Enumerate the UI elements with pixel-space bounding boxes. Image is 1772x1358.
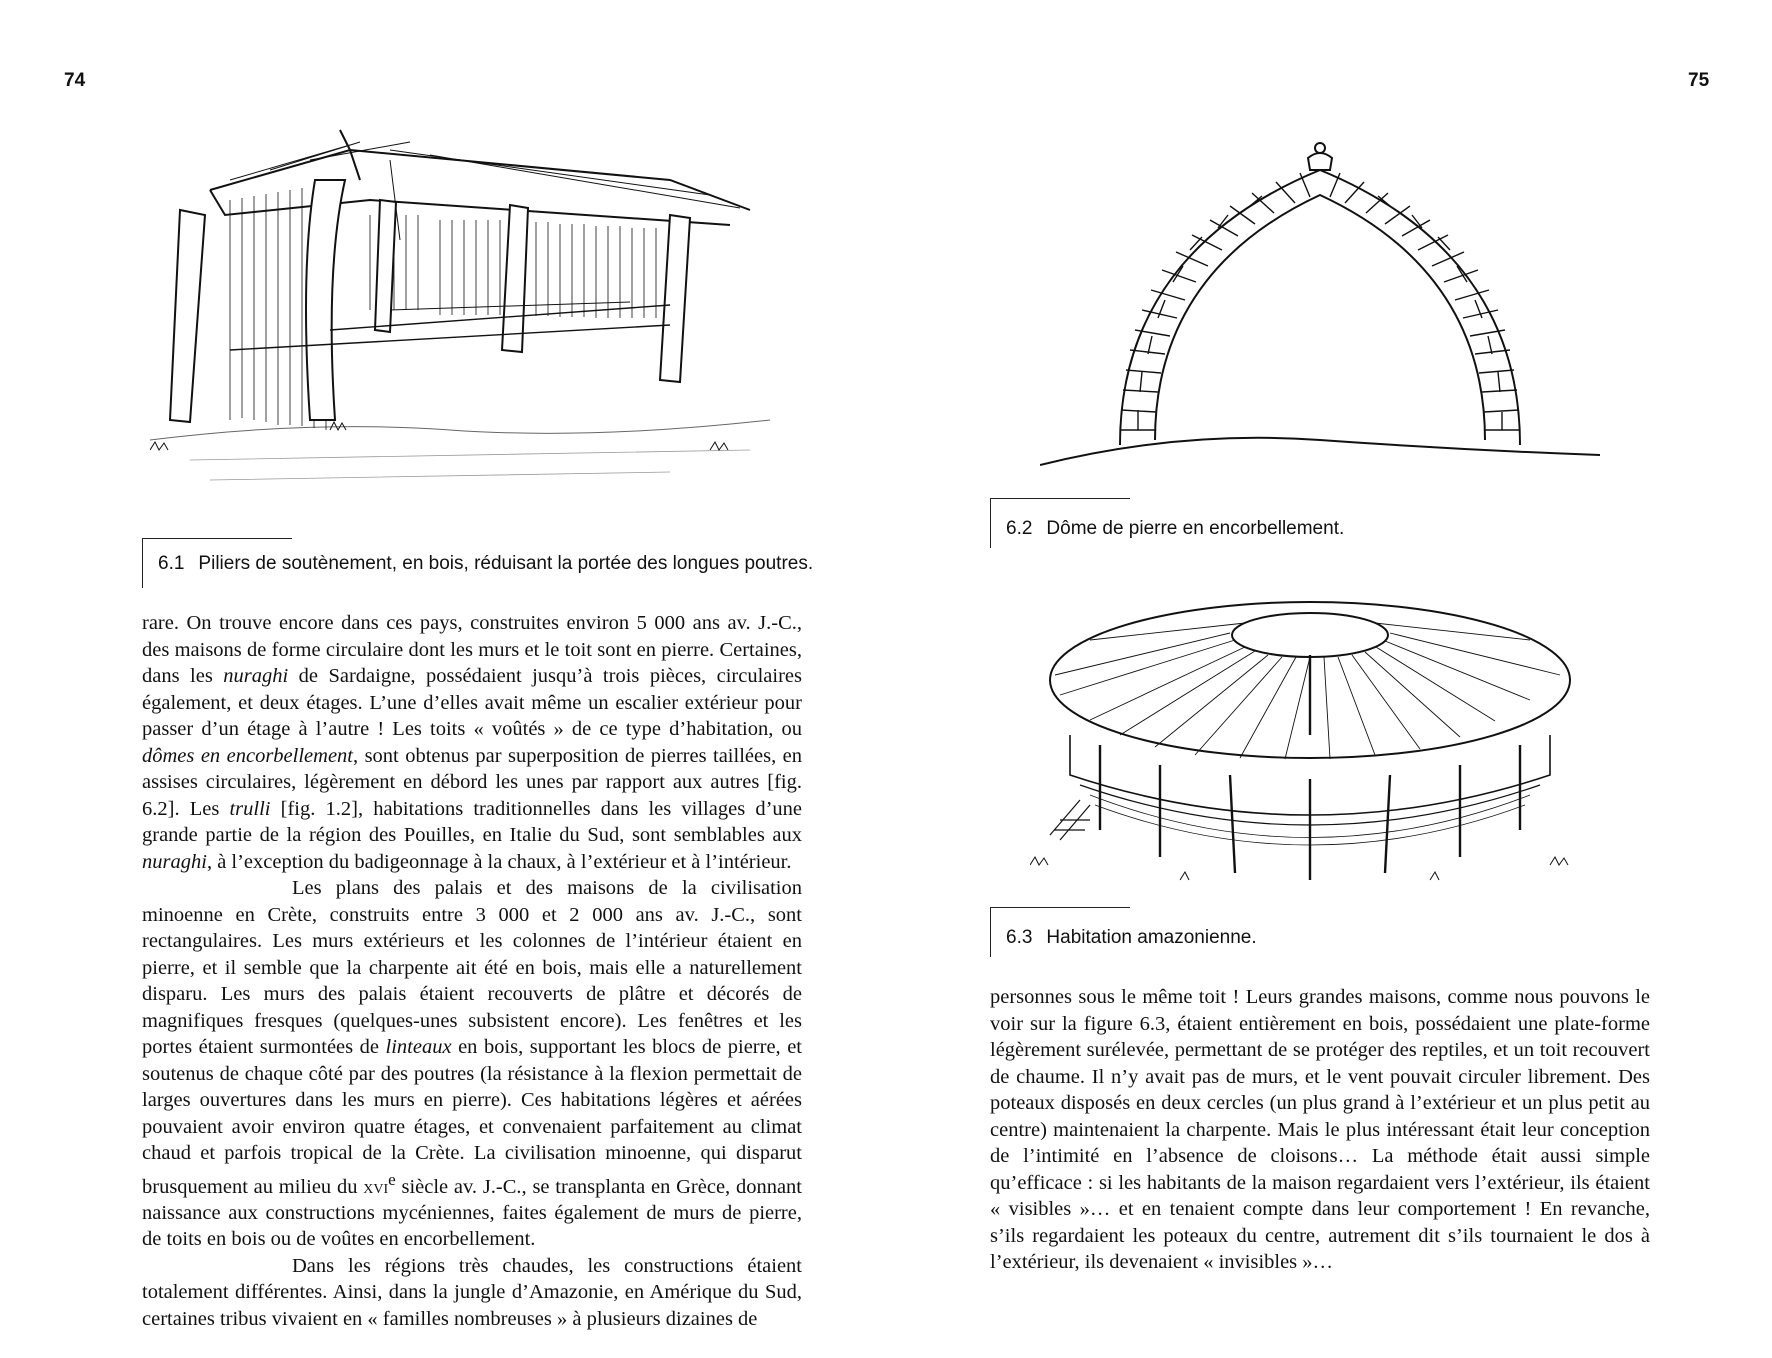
caption-number: 6.3 <box>1006 927 1033 948</box>
page-number-right: 75 <box>1688 70 1710 91</box>
caption-text: Habitation amazonienne. <box>1046 927 1257 948</box>
caption-figure-6-1 <box>142 538 842 588</box>
caption-text: Piliers de soutènement, en bois, réduisant la portée des longues poutres. <box>198 553 814 574</box>
right-page-body-text <box>990 984 1650 1276</box>
paragraph: personnes sous le même toit ! Leurs grandes maisons, comme nous pouvons le voir sur la figure 6.3, étaient entièrement en bois, possédaient une plate-forme légèrement surélevée, permettant de se protéger des reptiles, et un toit recouvert de chaume. Il n’y avait pas de murs, et le vent pouvait circuler librement. Des poteaux disposés en deux cercles (un plus grand à l’extérieur et un plus petit au centre) maintenaient la charpente. Mais le plus intéressant était leur conception de l’intimité en l’absence de cloisons… La méthode était aussi simple qu’efficace : si les habitants de la maison regardaient vers l’extérieur, ils étaient « visibles »… et en tenaient compte dans leur comportement ! En revanche, s’ils regardaient les poteaux du centre, autrement dit s’ils tournaient le dos à l’extérieur, ils devenaient « invisibles »… <box>990 986 1650 1273</box>
paragraph: Dans les régions très chaudes, les constructions étaient totalement différentes. Ainsi, dans la jungle d’Amazonie, en Amérique du Sud, certaines tribus vivaient en « familles nombreuses » à plusieurs dizaines de <box>142 1254 802 1330</box>
left-page-body-text <box>142 610 802 1332</box>
paragraph: rare. On trouve encore dans ces pays, construites environ 5 000 ans av. J.-C., des maisons de forme circulaire dont les murs et le toit sont en pierre. Certaines, dans les nuraghi de Sardaigne, possédaient jusqu’à trois pièces, circulaires également, et deux étages. L’une d’elles avait même un escalier extérieur pour passer d’un étage à l’autre ! Les toits « voûtés » de ce type d’habitation, ou dômes en encorbellement, sont obtenus par superposition de pierres taillées, en assises circulaires, légèrement en débord les unes par rapport aux autres [fig. 6.2]. Les trulli [fig. 1.2], habitations traditionnelles dans les villages d’une grande partie de la région des Pouilles, en Italie du Sud, sont semblables aux nuraghi, à l’exception du badigeonnage à la chaux, à l’extérieur et à l’intérieur. <box>142 612 802 873</box>
caption-number: 6.2 <box>1006 518 1033 539</box>
page-number-left: 74 <box>64 70 86 91</box>
figure-wooden-pillars-illustration <box>150 120 770 510</box>
caption-figure-6-2 <box>990 498 1590 548</box>
figure-amazonian-dwelling-illustration <box>1030 595 1590 895</box>
figure-stone-dome-illustration <box>1040 140 1600 470</box>
caption-number: 6.1 <box>158 553 185 574</box>
caption-text: Dôme de pierre en encorbellement. <box>1046 518 1345 539</box>
caption-figure-6-3 <box>990 907 1590 957</box>
paragraph: Les plans des palais et des maisons de la civilisation minoenne en Crète, construits entre 3 000 et 2 000 ans av. J.-C., sont rectangulaires. Les murs extérieurs et les colonnes de l’intérieur étaient en pierre, et il semble que la charpente ait été en bois, mais elle a naturellement disparu. Les murs des palais étaient recouverts de plâtre et décorés de magnifiques fresques (quelques-unes subsistent encore). Les fenêtres et les portes étaient surmontées de linteaux en bois, supportant les blocs de pierre, et soutenus de chaque côté par des poutres (la résistance à la flexion permettait de larges ouvertures dans les murs en pierre). Ces habitations légères et aérées pouvaient avoir environ quatre étages, et convenaient parfaitement au climat chaud et parfois tropical de la Crète. La civilisation minoenne, qui disparut brusquement au milieu du xvi$^e$ siècle av. J.-C., se transplanta en Grèce, donnant naissance aux constructions mycéniennes, faites également de murs de pierre, de toits en bois ou de voûtes en encorbellement. <box>142 877 803 1251</box>
